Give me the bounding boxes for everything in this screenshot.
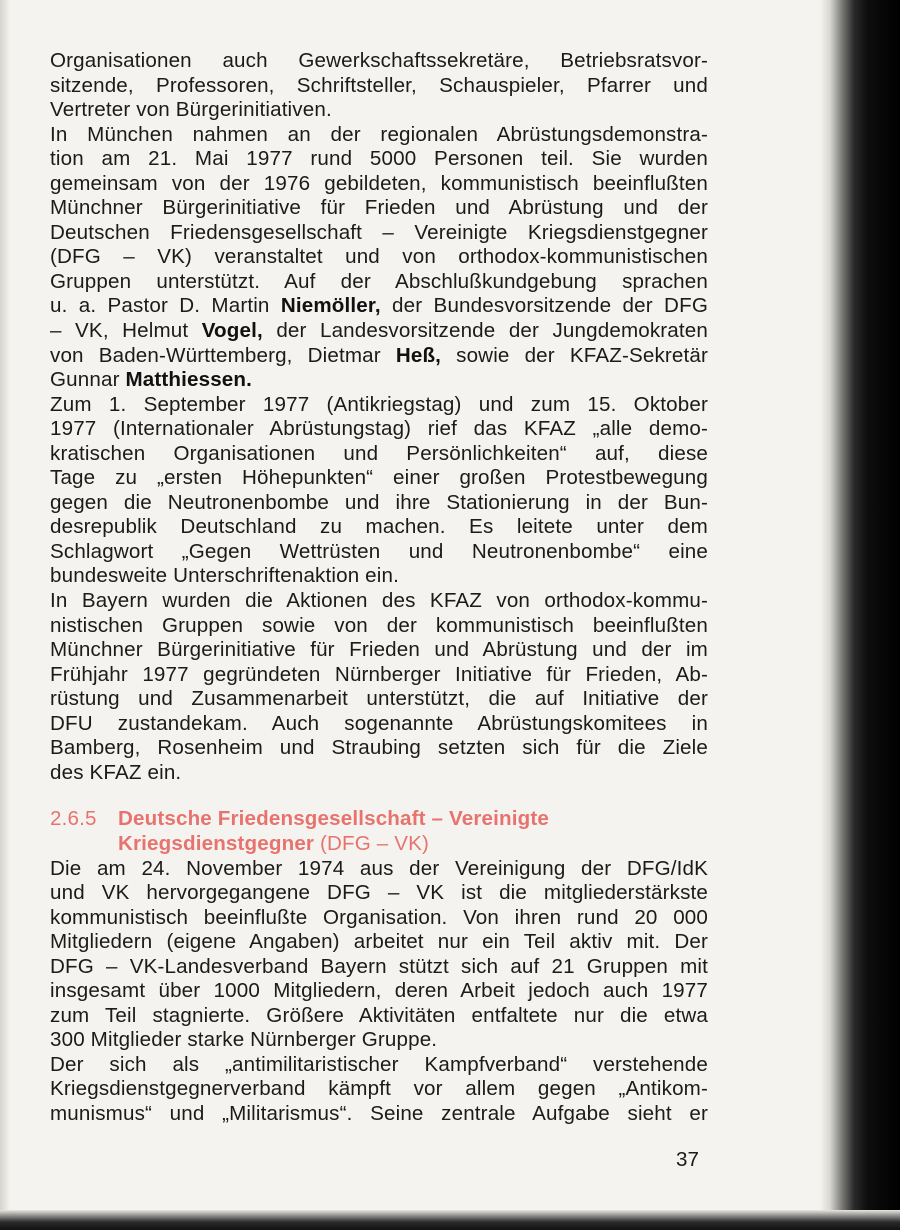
text-line: DFG – VK-Landesverband Bayern stützt sich auf 21 Gruppen mit bbox=[50, 954, 708, 978]
text-line: 300 Mitglieder starke Nürnberger Gruppe. bbox=[50, 1028, 438, 1052]
line-text: – VK, Helmut bbox=[50, 319, 202, 343]
text-line: kommunistisch beeinflußte Organisation. Von ihren rund 20 000 bbox=[50, 905, 708, 929]
bold-name: Matthiessen. bbox=[125, 368, 253, 392]
text-line bbox=[50, 344, 708, 369]
paragraph bbox=[50, 393, 708, 589]
text-line: tion am 21. Mai 1977 rund 5000 Personen teil. Sie wurden bbox=[50, 147, 708, 171]
paragraph bbox=[50, 589, 708, 785]
text-line: Schlagwort „Gegen Wettrüsten und Neutronenbombe“ eine bbox=[50, 539, 708, 563]
line-text-after: sowie der KFAZ-Sekretär bbox=[441, 343, 708, 367]
text-line: 1977 (Internationaler Abrüstungstag) rief das KFAZ „alle demo- bbox=[50, 417, 708, 441]
text-line: Frühjahr 1977 gegründeten Nürnberger Initiative für Frieden, Ab- bbox=[50, 662, 708, 686]
text-line: kratischen Organisationen und Persönlichkeiten“ auf, diese bbox=[50, 441, 708, 465]
text-block-top bbox=[50, 49, 708, 785]
text-line: sitzende, Professoren, Schriftsteller, Schauspieler, Pfarrer und bbox=[50, 73, 708, 97]
text-line: Zum 1. September 1977 (Antikriegstag) und zum 15. Oktober bbox=[50, 392, 708, 416]
text-line: Gruppen unterstützt. Auf der Abschlußkundgebung sprachen bbox=[50, 269, 708, 293]
text-line: Der sich als „antimilitaristischer Kampfverband“ verstehende bbox=[50, 1052, 708, 1076]
text-line bbox=[50, 319, 708, 344]
section-title-line2-rest: (DFG – VK) bbox=[314, 831, 430, 855]
paragraph bbox=[50, 857, 708, 1053]
section-heading bbox=[50, 807, 708, 856]
bottom-edge-shadow bbox=[0, 1210, 900, 1230]
text-line: Tage zu „ersten Höhepunkten“ einer großen Protestbewegung bbox=[50, 466, 708, 490]
page-number: 37 bbox=[676, 1148, 699, 1171]
text-line: desrepublik Deutschland zu machen. Es leitete unter dem bbox=[50, 515, 708, 539]
text-line: gegen die Neutronenbombe und ihre Stationierung in der Bun- bbox=[50, 490, 708, 514]
text-line: des KFAZ ein. bbox=[50, 760, 182, 784]
text-line: Die am 24. November 1974 aus der Vereinigung der DFG/IdK bbox=[50, 856, 708, 880]
page-edge-shadow bbox=[0, 0, 10, 1222]
text-line: Mitgliedern (eigene Angaben) arbeitet nur ein Teil aktiv mit. Der bbox=[50, 930, 708, 954]
text-line bbox=[50, 368, 708, 393]
text-line: DFU zustandekam. Auch sogenannte Abrüstungskomitees in bbox=[50, 711, 708, 735]
text-line: Münchner Bürgerinitiative für Frieden und Abrüstung und der im bbox=[50, 638, 708, 662]
text-line: Bamberg, Rosenheim und Straubing setzten sich für die Ziele bbox=[50, 736, 708, 760]
text-block-bottom bbox=[50, 857, 708, 1127]
bold-name: Heß, bbox=[395, 343, 442, 367]
text-line: gemeinsam von der 1976 gebildeten, kommunistisch beeinflußten bbox=[50, 171, 708, 195]
bold-name: Niemöller, bbox=[280, 294, 381, 318]
text-line: munismus“ und „Militarismus“. Seine zentrale Aufgabe sieht er bbox=[50, 1101, 708, 1125]
text-line: nistischen Gruppen sowie von der kommunistisch beeinflußten bbox=[50, 613, 708, 637]
text-line: Kriegsdienstgegnerverband kämpft vor allem gegen „Antikom- bbox=[50, 1077, 708, 1101]
line-text: von Baden-Württemberg, Dietmar bbox=[50, 343, 396, 367]
section-title-line2-bold: Kriegsdienstgegner bbox=[118, 831, 315, 855]
paragraph bbox=[50, 1053, 708, 1127]
text-line: Münchner Bürgerinitiative für Frieden und Abrüstung und der bbox=[50, 196, 708, 220]
section-number: 2.6.5 bbox=[50, 807, 97, 831]
section-gap bbox=[50, 785, 708, 807]
text-line: Organisationen auch Gewerkschaftssekretäre, Betriebsratsvor- bbox=[50, 49, 708, 72]
body-text bbox=[50, 49, 708, 1127]
text-line: Vertreter von Bürgerinitiativen. bbox=[50, 98, 332, 122]
text-line: In Bayern wurden die Aktionen des KFAZ von orthodox-kommu- bbox=[50, 589, 708, 613]
line-text: Gunnar bbox=[50, 368, 126, 392]
text-line: Deutschen Friedensgesellschaft – Vereinigte Kriegsdienstgegner bbox=[50, 220, 708, 244]
line-text: u. a. Pastor D. Martin bbox=[50, 294, 281, 318]
line-text-after: der Bundesvorsitzende der DFG bbox=[380, 294, 708, 318]
text-line: rüstung und Zusammenarbeit unterstützt, die auf Initiative der bbox=[50, 687, 708, 711]
text-line bbox=[50, 294, 708, 319]
section-title-line1: Deutsche Friedensgesellschaft – Vereinigte bbox=[118, 807, 549, 831]
text-line: und VK hervorgegangene DFG – VK ist die mitgliederstärkste bbox=[50, 881, 708, 905]
paragraph bbox=[50, 49, 708, 123]
line-text-after: der Landesvorsitzende der Jungdemokraten bbox=[262, 319, 708, 343]
bold-name: Vogel, bbox=[201, 319, 263, 343]
text-line: (DFG – VK) veranstaltet und von orthodox-kommunistischen bbox=[50, 245, 708, 269]
text-line: bundesweite Unterschriftenaktion ein. bbox=[50, 564, 399, 588]
text-line: In München nahmen an der regionalen Abrüstungsdemonstra- bbox=[50, 122, 708, 146]
text-line: zum Teil stagnierte. Größere Aktivitäten entfaltete nur die etwa bbox=[50, 1003, 708, 1027]
text-line: insgesamt über 1000 Mitgliedern, deren Arbeit jedoch auch 1977 bbox=[50, 979, 708, 1003]
book-spine-shadow bbox=[820, 0, 900, 1222]
paragraph bbox=[50, 123, 708, 393]
